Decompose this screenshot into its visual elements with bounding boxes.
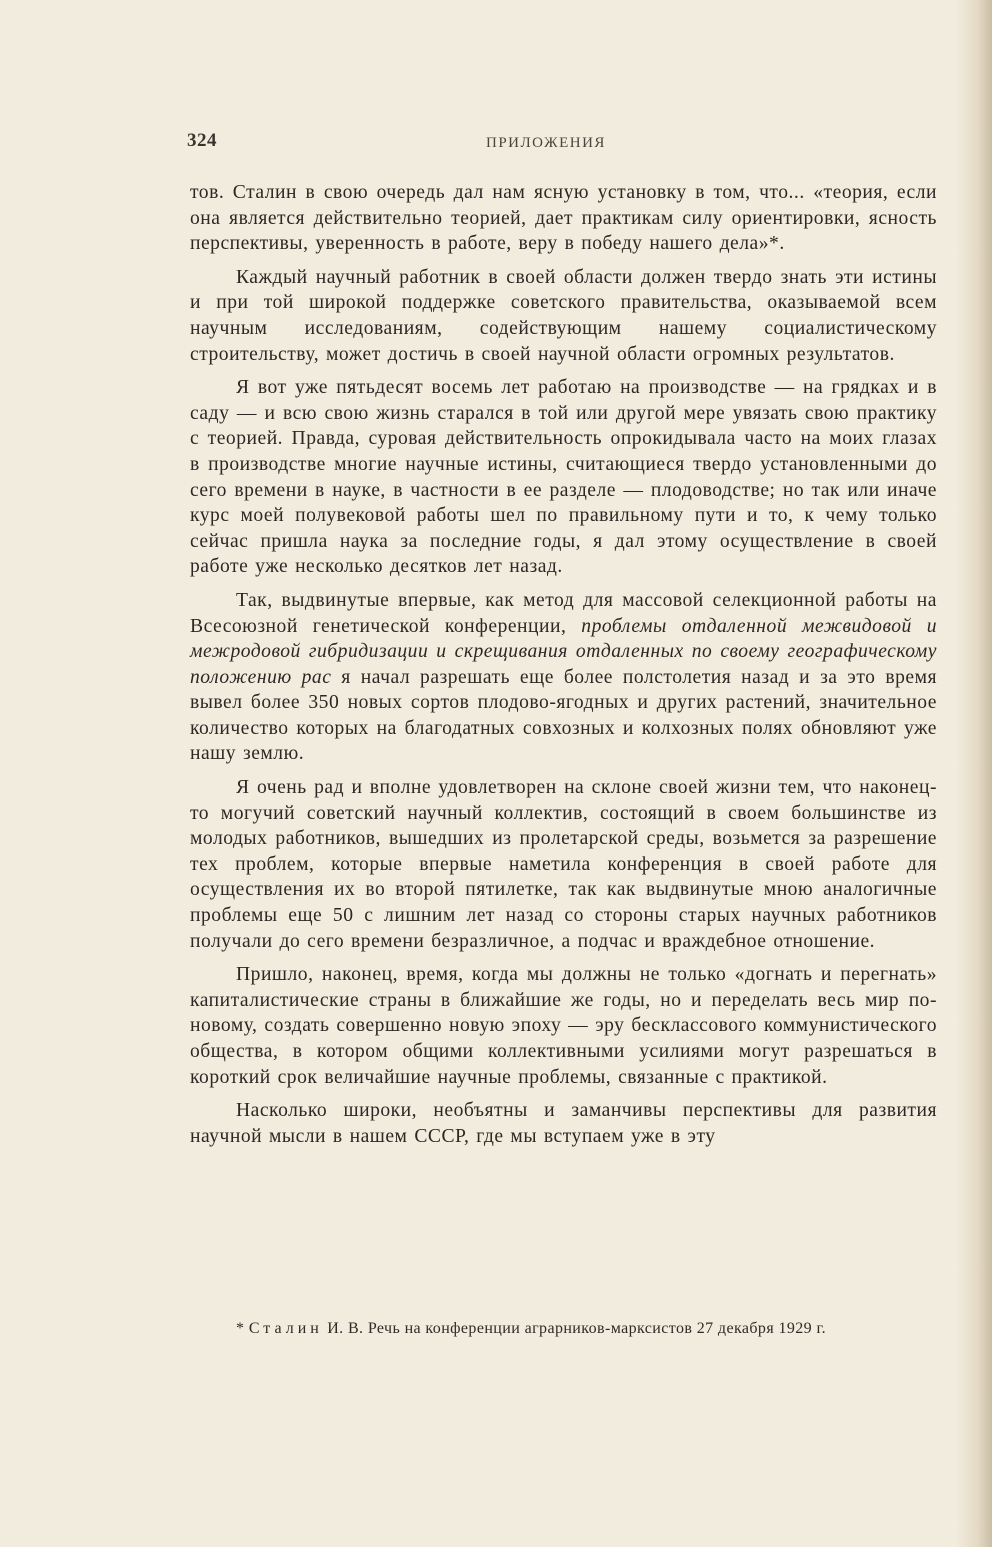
paragraph-6: Пришло, наконец, время, когда мы должны не только «догнать и перегнать» капиталистические страны в ближайшие же годы, но и переделать весь мир по-новому, создать совершенно новую эпоху — эру бесклассового коммунистического общества, в котором общими коллективными усилиями могут разрешаться в короткий срок величайшие научные проблемы, связанные с практикой. [190, 964, 937, 1088]
page-header [187, 130, 935, 156]
footnote-marker: * [236, 1320, 249, 1337]
footnote-text: И. В. Речь на конференции аграрников-марксистов 27 декабря 1929 г. [322, 1320, 827, 1337]
paragraph-2: Каждый научный работник в своей области должен твердо знать эти истины и при той широкой поддержке советского правительства, оказываемой всем научным исследованиям, содействующим нашему социалистическому строительству, может достичь в своей научной области огромных результатов. [190, 266, 937, 365]
paragraph-5: Я очень рад и вполне удовлетворен на склоне своей жизни тем, что наконец-то могучий советский научный коллектив, состоящий в своем большинстве из молодых работников, вышедших из пролетарской среды, возьмется за разрешение тех проблем, которые впервые наметила конференция в своей работе для осуществления их во второй пятилетке, так как выдвинутые мною аналогичные проблемы еще 50 с лишним лет назад со стороны старых научных работников получали до сего времени безразличное, а подчас и враждебное отношение. [190, 777, 937, 952]
paragraph-7: Насколько широки, необъятны и заманчивы перспективы для развития научной мысли в нашем СССР, где мы вступаем уже в эту [190, 1100, 937, 1147]
paragraph-4-end: я начал разрешать еще более полстолетия назад и за это время вывел более 350 новых сортов плодово-ягодных и других растений, значительное количество которых на благодатных совхозных и колхозных полях обновляют уже нашу землю. [190, 666, 937, 765]
paragraph-4 [190, 588, 937, 767]
page-number: 324 [187, 130, 217, 151]
footnote-author: Сталин [248, 1320, 323, 1337]
paragraph-3: Я вот уже пятьдесят восемь лет работаю на производстве — на грядках и в саду — и всю свою жизнь старался в той или другой мере увязать свою практику с теорией. Правда, суровая действительность опрокидывала часто на моих глазах в производстве многие научные истины, считающиеся твердо установленными до сего времени в науке, в частности в ее разделе — плодоводстве; но так или иначе курс моей полувековой работы шел по правильному пути и то, к чему только сейчас пришла наука за последние годы, я дал этому осуществление в своей работе уже несколько десятков лет назад. [190, 377, 937, 578]
paragraph-1: тов. Сталин в свою очередь дал нам ясную установку в том, что... «теория, если она является действительно теорией, дает практикам силу ориентировки, ясность перспективы, уверенность в работе, веру в победу нашего дела»*. [190, 182, 937, 255]
paragraph-4-start: Так, выдвинутые впервые, как метод для массовой селекционной работы на Всесоюзной генетической конференции, [190, 589, 937, 637]
running-head: ПРИЛОЖЕНИЯ [486, 135, 606, 151]
paragraph-4-emphasis: проблемы отдаленной межвидовой и межродовой гибридизации и скрещивания отдаленных по своему географическому положению рас [190, 615, 937, 688]
page-edge-shadow [956, 0, 992, 1547]
footnote [190, 1318, 937, 1339]
main-text [190, 180, 937, 1149]
